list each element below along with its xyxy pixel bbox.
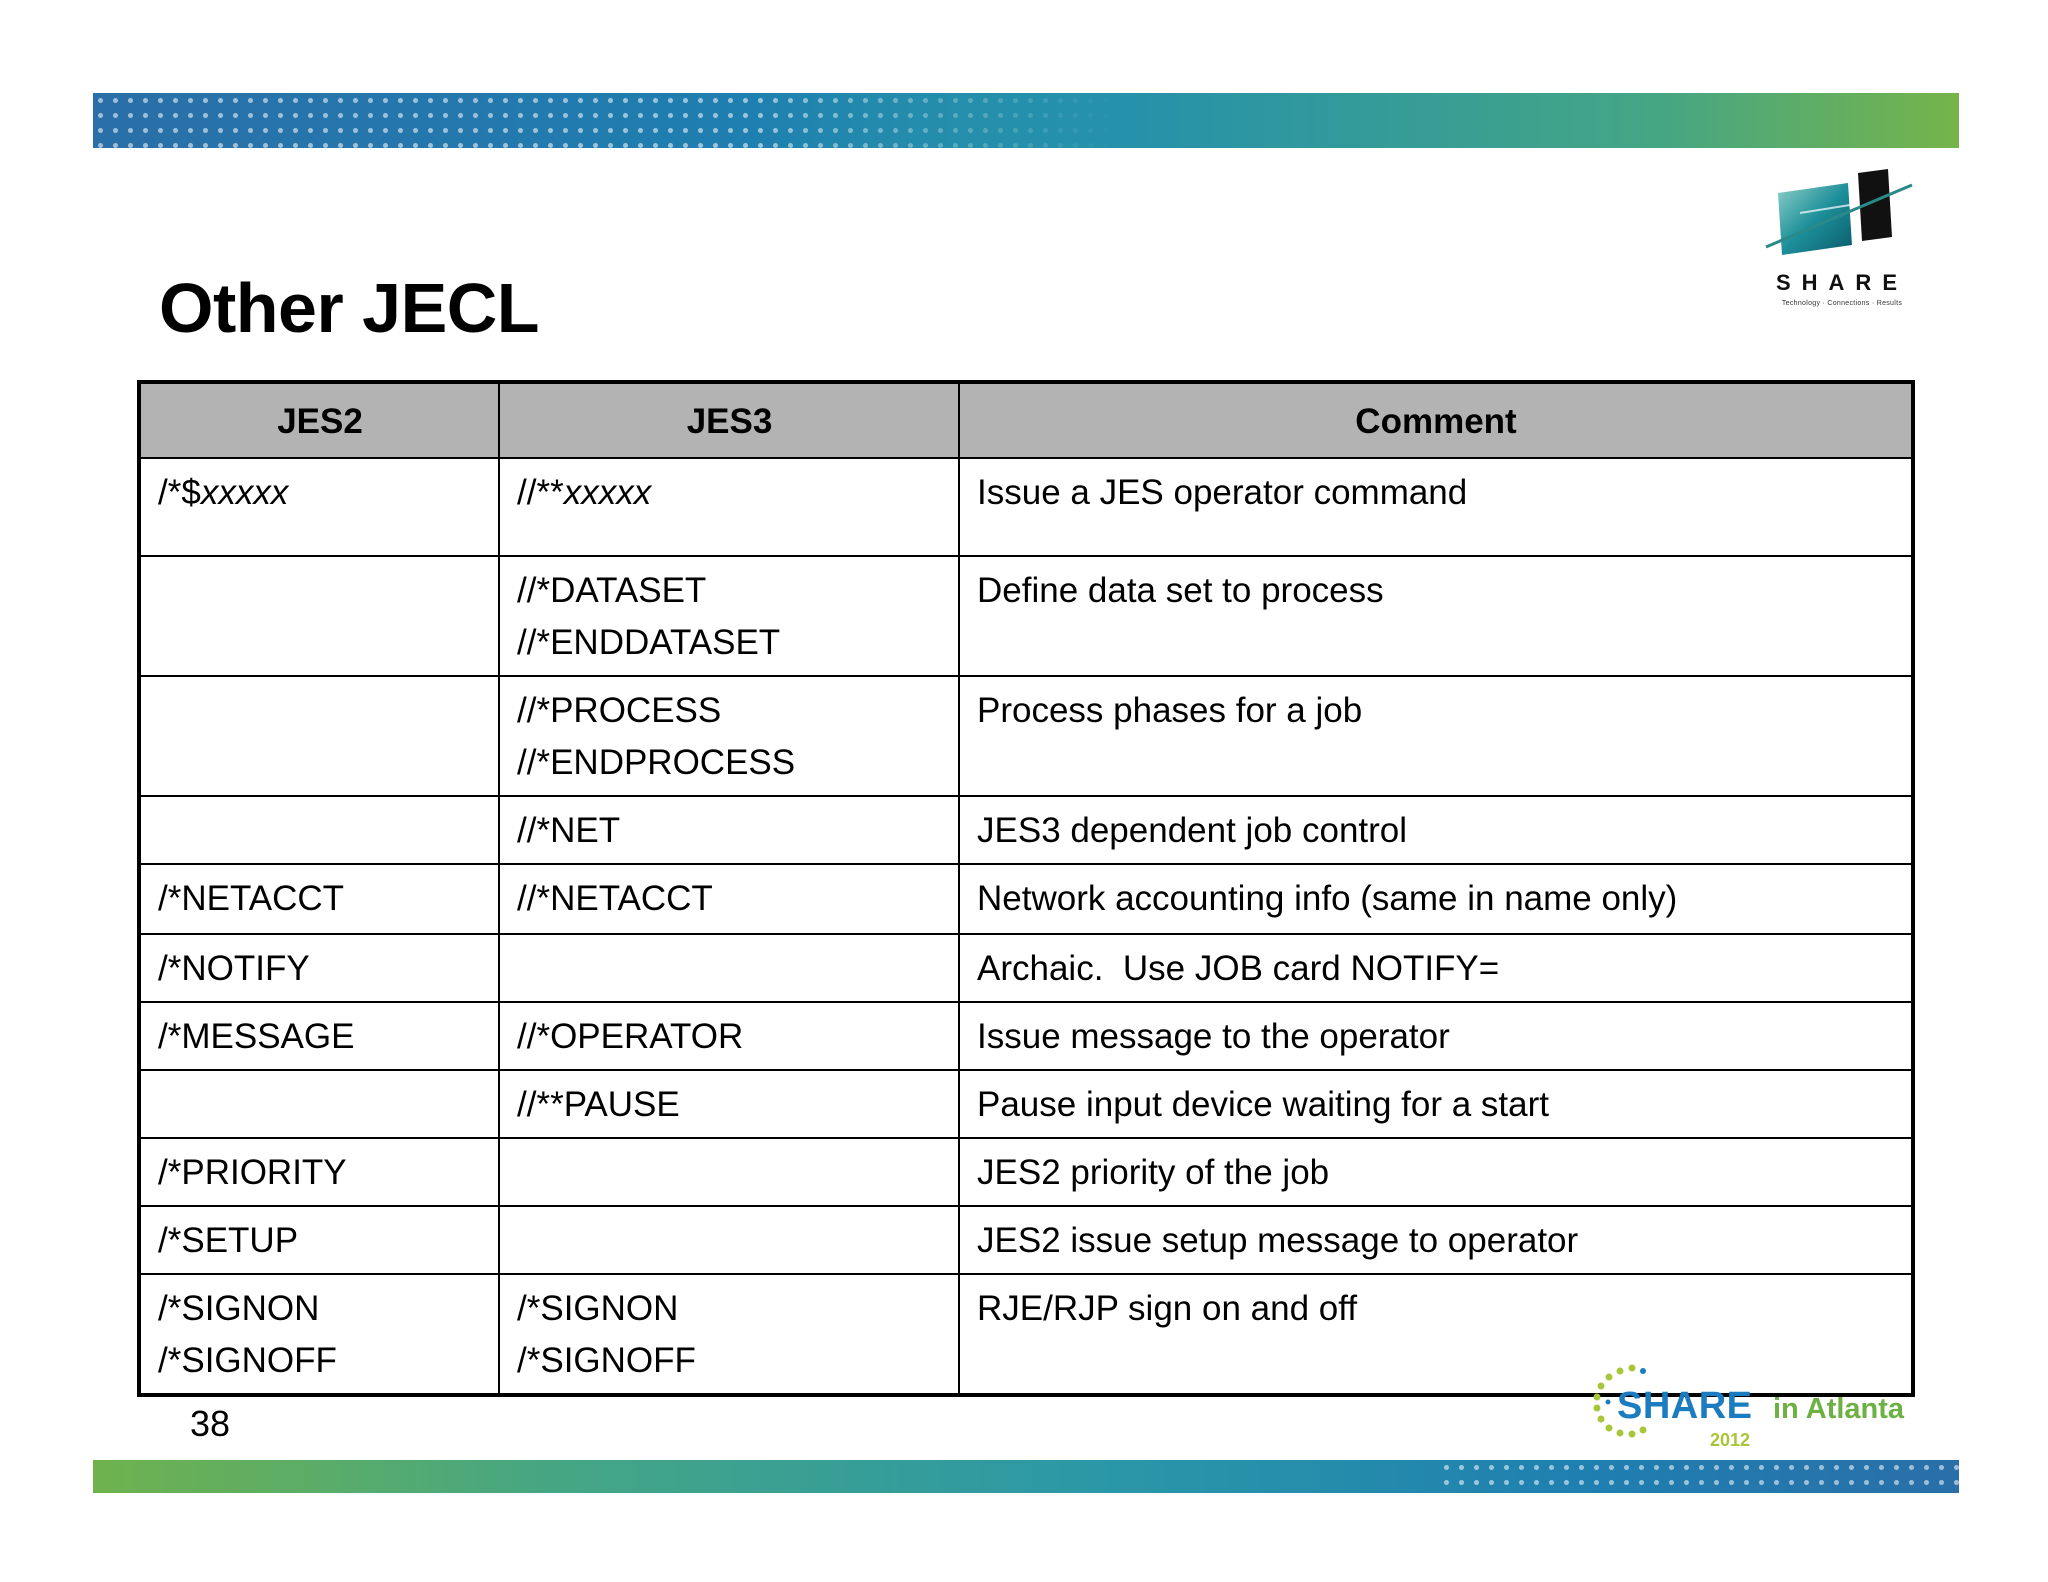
- cell-comment: Define data set to process: [959, 556, 1913, 676]
- cell-line: /*SIGNON: [517, 1289, 679, 1328]
- cell-comment: RJE/RJP sign on and off: [959, 1274, 1913, 1395]
- cell-jes2: [139, 796, 499, 864]
- cell-jes2: [139, 1070, 499, 1138]
- cell-jes3: //*NETACCT: [499, 864, 959, 934]
- table-row: [139, 1002, 1913, 1070]
- cell-jes3: [499, 676, 959, 796]
- cell-text-italic: xxxxx: [200, 473, 289, 512]
- cell-jes3: [499, 934, 959, 1002]
- table-header-row: [139, 382, 1913, 458]
- cell-jes3: //**PAUSE: [499, 1070, 959, 1138]
- event-logo-location: in Atlanta: [1773, 1393, 1905, 1425]
- cell-comment: Issue message to the operator: [959, 1002, 1913, 1070]
- header-jes2: JES2: [139, 382, 499, 458]
- table-row: [139, 1138, 1913, 1206]
- cell-comment: Archaic. Use JOB card NOTIFY=: [959, 934, 1913, 1002]
- cell-jes2: /*NOTIFY: [139, 934, 499, 1002]
- jecl-table: [137, 380, 1915, 1397]
- cell-comment: Pause input device waiting for a start: [959, 1070, 1913, 1138]
- table-row: [139, 1070, 1913, 1138]
- header-comment: Comment: [959, 382, 1913, 458]
- table-row: [139, 1206, 1913, 1274]
- table-row: [139, 796, 1913, 864]
- page-number: 38: [190, 1403, 231, 1444]
- bottom-band-dots: [1439, 1460, 1959, 1493]
- cell-jes3: [499, 556, 959, 676]
- cell-comment: Process phases for a job: [959, 676, 1913, 796]
- cell-comment: JES2 priority of the job: [959, 1138, 1913, 1206]
- cell-jes2: /*MESSAGE: [139, 1002, 499, 1070]
- cell-line: //*ENDDATASET: [517, 623, 781, 662]
- cell-jes2: /*PRIORITY: [139, 1138, 499, 1206]
- cell-jes3: [499, 1206, 959, 1274]
- table-row: [139, 556, 1913, 676]
- cell-comment: Network accounting info (same in name only): [959, 864, 1913, 934]
- cell-line: /*SIGNOFF: [158, 1341, 337, 1380]
- table-row: [139, 934, 1913, 1002]
- top-decorative-band: [93, 93, 1959, 148]
- cell-comment: JES3 dependent job control: [959, 796, 1913, 864]
- slide-title: Other JECL: [159, 269, 540, 347]
- cell-line: //*DATASET: [517, 571, 707, 610]
- cell-jes2: [139, 458, 499, 556]
- share-logo-word: SHARE: [1775, 270, 1908, 295]
- event-logo-share: SHARE: [1617, 1385, 1753, 1427]
- table-row: [139, 676, 1913, 796]
- cell-text: //**: [517, 473, 564, 512]
- cell-line: //*ENDPROCESS: [517, 743, 796, 782]
- top-band-gradient: [759, 93, 1959, 148]
- header-jes3: JES3: [499, 382, 959, 458]
- cell-line: //*PROCESS: [517, 691, 722, 730]
- cell-jes3: [499, 1274, 959, 1395]
- bottom-decorative-band: [93, 1460, 1959, 1493]
- cell-jes3: [499, 1138, 959, 1206]
- cell-jes3: //*OPERATOR: [499, 1002, 959, 1070]
- cell-jes3: [499, 458, 959, 556]
- cell-jes2: /*SETUP: [139, 1206, 499, 1274]
- cell-comment: JES2 issue setup message to operator: [959, 1206, 1913, 1274]
- event-logo-year: 2012: [1710, 1430, 1751, 1450]
- cell-text: /*$: [158, 473, 201, 512]
- cell-line: /*SIGNON: [158, 1289, 320, 1328]
- cell-text-italic: xxxxx: [563, 473, 652, 512]
- share-logo-tagline: Technology · Connections · Results: [1781, 300, 1903, 307]
- cell-jes3: //*NET: [499, 796, 959, 864]
- cell-jes2: [139, 556, 499, 676]
- cell-comment: Issue a JES operator command: [959, 458, 1913, 556]
- table-row: [139, 864, 1913, 934]
- cell-jes2: [139, 1274, 499, 1395]
- cell-line: /*SIGNOFF: [517, 1341, 696, 1380]
- table-row: [139, 458, 1913, 556]
- cell-jes2: [139, 676, 499, 796]
- cell-jes2: /*NETACCT: [139, 864, 499, 934]
